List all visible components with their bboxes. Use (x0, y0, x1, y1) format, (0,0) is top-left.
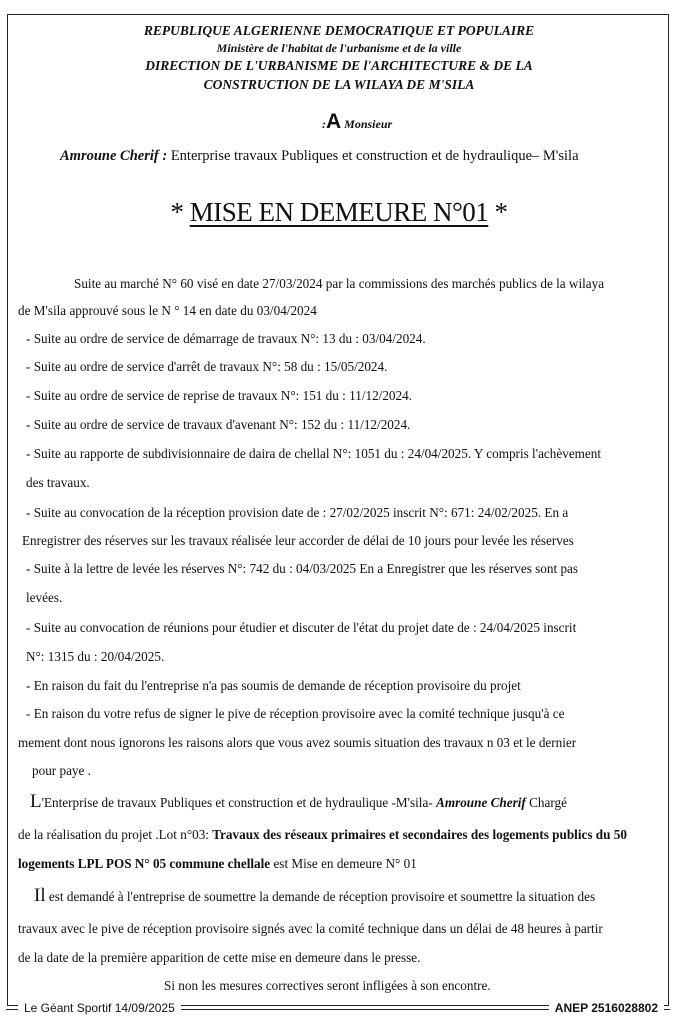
bullet-6-line2: Enregistrer des réserves sur les travaux réalisée leur accorder de délai de 10 jours pour levée les réserves (22, 533, 574, 548)
bullet-10-line1: - En raison du votre refus de signer le pive de réception provisoire avec la comité technique jusqu'à ce (26, 706, 565, 721)
para2-lot: de la réalisation du projet .Lot n°03: (18, 827, 213, 842)
para1-line1: Suite au marché N° 60 visé en date 27/03/2024 par la commissions des marchés publics de la wilaya (74, 276, 605, 291)
bullet-7-line2: levées. (26, 590, 63, 605)
title-star-left: * (170, 197, 184, 227)
para3-line3: de la date de la première apparition de cette mise en demeure dans le presse. (18, 950, 421, 965)
addressee-line (322, 110, 392, 134)
bullet-4: - Suite au ordre de service de travaux d'avenant N°: 152 du : 11/12/2024. (26, 417, 411, 432)
closing-line: Si non les mesures correctives seront infligées à son encontre. (164, 978, 491, 993)
bullet-8-line1: - Suite au convocation de réunions pour étudier et discuter de l'état du projet date de : 24/04/2025 inscrit (26, 620, 577, 635)
para2-works: Travaux des réseaux primaires et secondaires des logements publics du 50 (212, 827, 627, 842)
footer-anep: ANEP 2516028802 (549, 1001, 664, 1015)
bullet-1: - Suite au ordre de service de démarrage de travaux N°: 13 du : 03/04/2024. (26, 331, 426, 346)
bullet-8-line2: N°: 1315 du : 20/04/2025. (26, 649, 165, 664)
addressee-word: Monsieur (344, 117, 393, 131)
para2-line2 (18, 826, 668, 844)
bullet-10-line3: pour paye . (32, 763, 91, 778)
title-star-right: * (494, 197, 508, 227)
footer-publication: Le Géant Sportif 14/09/2025 (18, 1001, 181, 1015)
document-title (0, 197, 678, 228)
para3-line1 (34, 887, 678, 906)
bullet-2: - Suite au ordre de service d'arrêt de travaux N°: 58 du : 15/05/2024. (26, 359, 388, 374)
bullet-6-line1: - Suite au convocation de la réception provision date de : 27/02/2025 inscrit N°: 671: 24/02/2025. En a (26, 505, 569, 520)
bullet-9: - En raison du fait du l'entreprise n'a pas soumis de demande de réception provisoire du projet (26, 678, 521, 693)
para2-line3 (18, 855, 668, 873)
header-republic: REPUBLIQUE ALGERIENNE DEMOCRATIQUE ET POPULAIRE (143, 23, 535, 38)
bullet-7-line1: - Suite à la lettre de levée les réserves N°: 742 du : 04/03/2025 En a Enregistrer que les réserves sont pas (26, 561, 579, 576)
recipient-description: Enterprise travaux Publiques et construction et de hydraulique– M'sila (170, 148, 579, 164)
para2-mise: est Mise en demeure N° 01 (270, 856, 417, 871)
para2-text1: 'Enterprise de travaux Publiques et construction et de hydraulique -M'sila- (41, 795, 437, 810)
recipient-name: Amroune Cherif (60, 148, 159, 164)
recipient-line (60, 148, 579, 165)
para3-initial: Il (34, 885, 46, 906)
para2-line1 (30, 793, 678, 812)
para2-initial: L (30, 791, 42, 812)
bullet-5-line1: - Suite au rapporte de subdivisionnaire de daira de chellal N°: 1051 du : 24/04/2025. Y compris l'achèvement (26, 446, 602, 461)
recipient-sep: : (158, 148, 171, 164)
para2-name: Amroune Cherif (436, 795, 526, 810)
header-construction: CONSTRUCTION DE LA WILAYA DE M'SILA (203, 77, 475, 92)
header-ministry: Ministère de l'habitat de l'urbanisme et de la ville (216, 41, 462, 55)
addressee-letter: A (326, 110, 342, 133)
para1-line2: de M'sila approuvé sous le N ° 14 en date du 03/04/2024 (18, 303, 317, 318)
para3-text1: est demandé à l'entreprise de soumettre la demande de réception provisoire et soumettre la situation des (45, 889, 596, 904)
addressee-prefix: : (322, 117, 326, 131)
bullet-3: - Suite au ordre de service de reprise de travaux N°: 151 du : 11/12/2024. (26, 388, 413, 403)
header-direction: DIRECTION DE L'URBANISME DE l'ARCHITECTURE & DE LA (145, 58, 533, 73)
title-text: MISE EN DEMEURE N°01 (189, 197, 489, 227)
footer (0, 998, 678, 1018)
para2-logements: logements LPL POS N° 05 commune chellale (18, 856, 271, 871)
para3-line2: travaux avec le pive de réception provisoire signés avec la comité technique dans un délai de 48 heures à partir (18, 921, 603, 936)
para2-text2: Chargé (525, 795, 567, 810)
bullet-10-line2: mement dont nous ignorons les raisons alors que vous avez soumis situation des travaux n 03 et le dernier (18, 735, 577, 750)
bullet-5-line2: des travaux. (26, 475, 90, 490)
